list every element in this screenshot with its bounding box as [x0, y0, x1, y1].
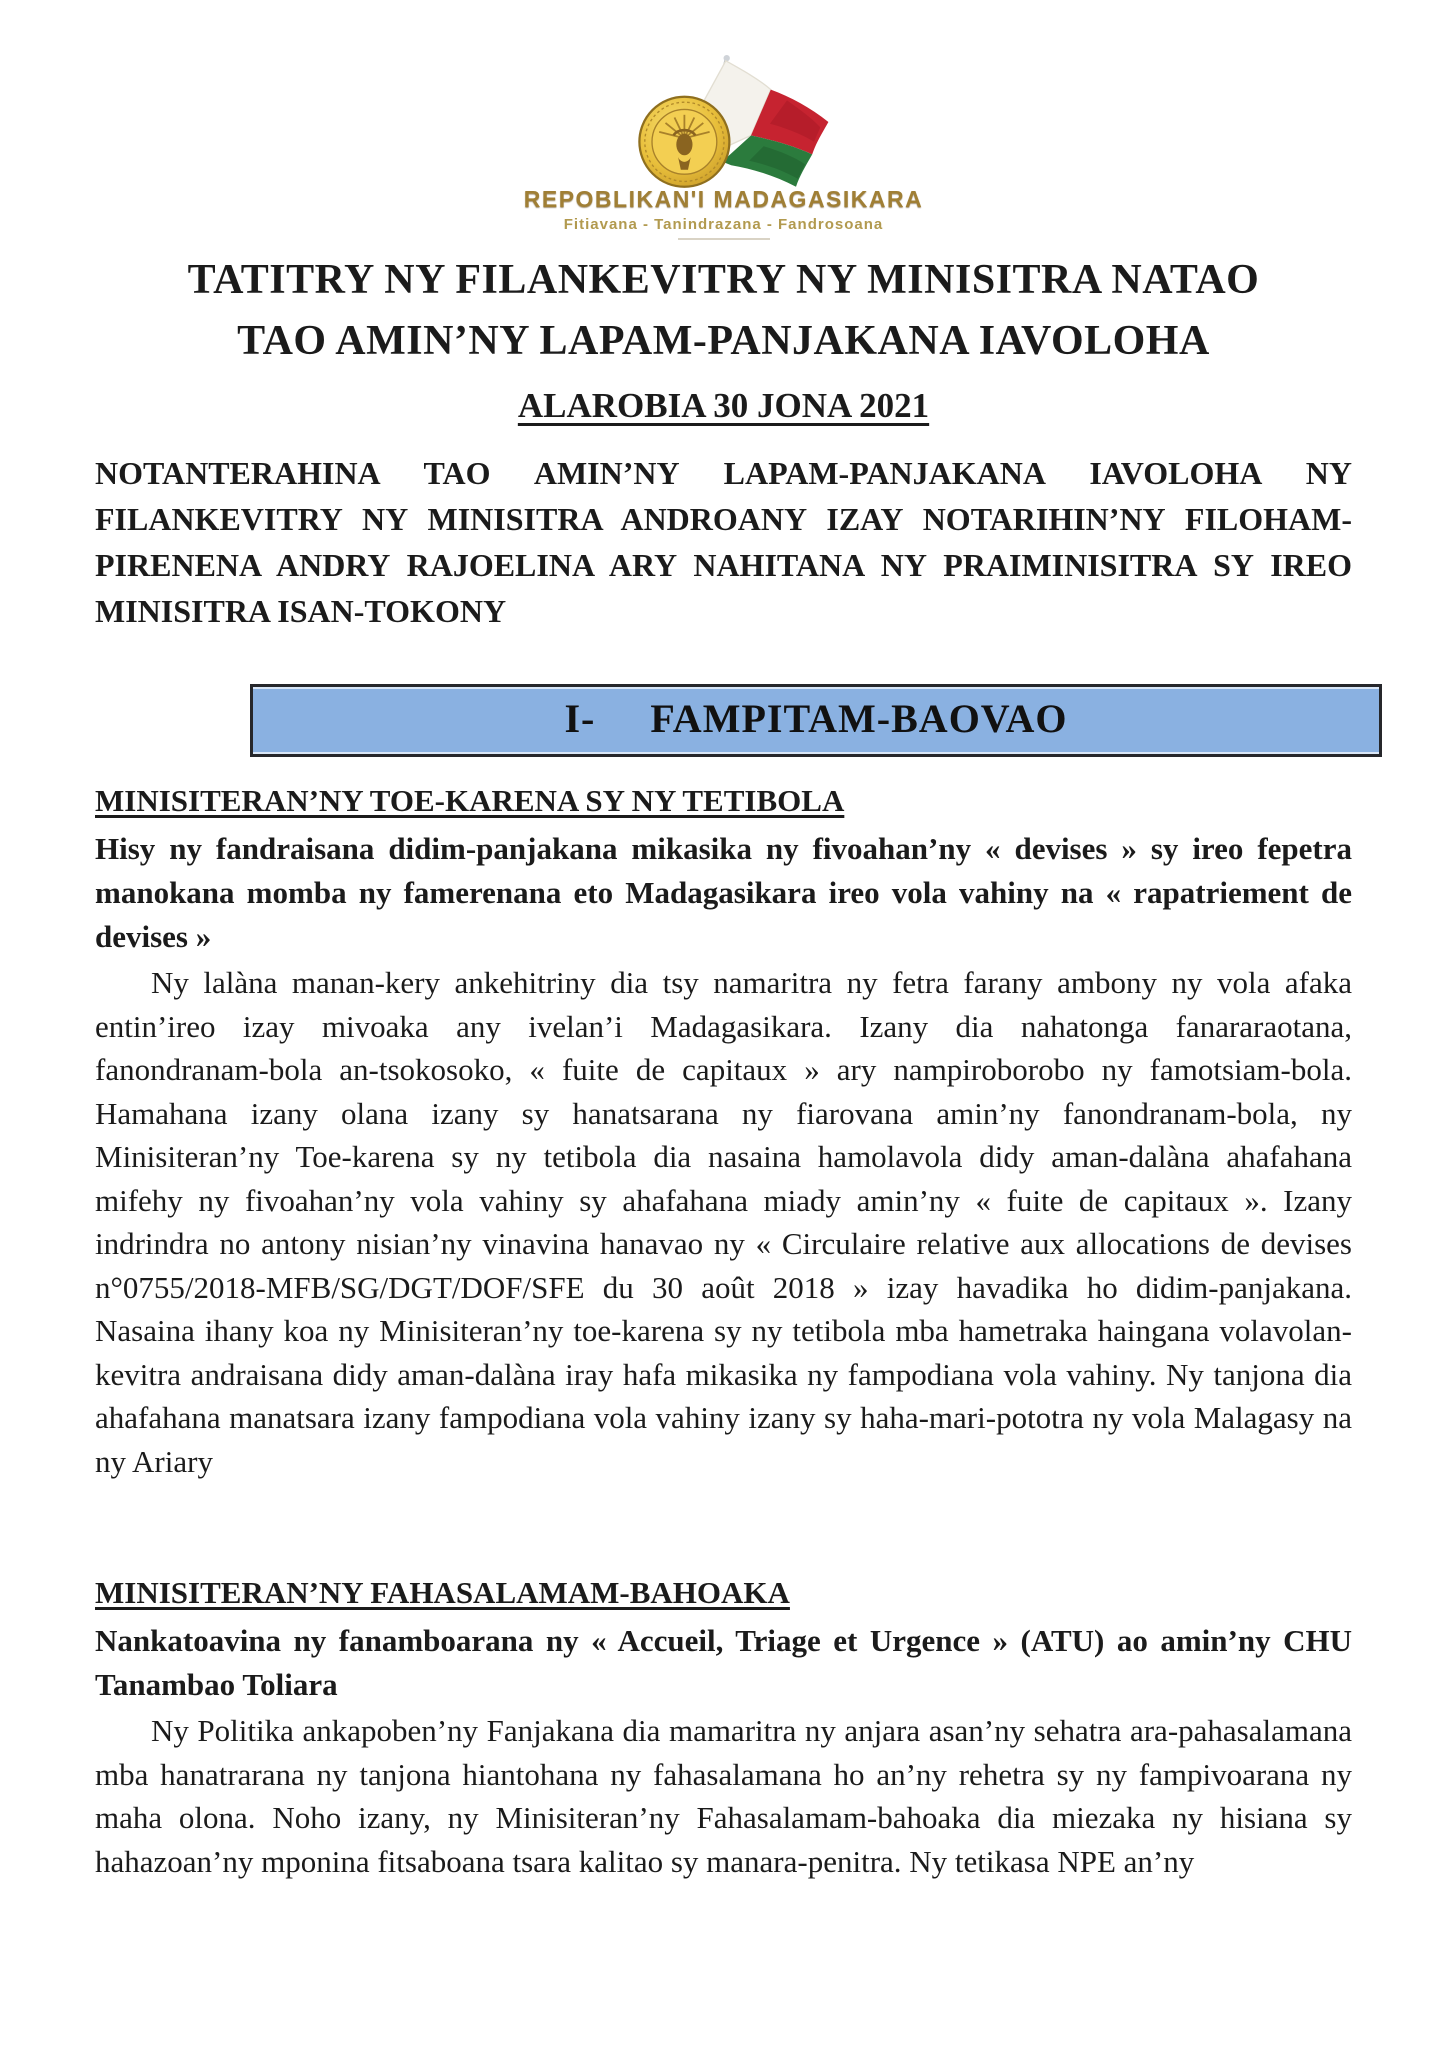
- madagascar-emblem-icon: [598, 54, 850, 190]
- title-line-1: TATITRY NY FILANKEVITRY NY MINISITRA NATAO: [187, 257, 1260, 303]
- logo-brand-text: REPOBLIKAN'I MADAGASIKARA: [523, 186, 924, 212]
- logo-motto-text: Fitiavana - Tanindrazana - Fandrosoana: [563, 216, 884, 233]
- title-line-2: TAO AMIN’NY LAPAM-PANJAKANA IAVOLOHA: [237, 318, 1210, 364]
- section-heading: MINISITERAN’NY FAHASALAMAM-BAHOAKA: [95, 1575, 790, 1610]
- banner-numeral: I-: [564, 696, 596, 741]
- section-fahasalamana: [95, 1575, 1352, 1883]
- banner-label: FAMPITAM-BAOVAO: [650, 696, 1068, 741]
- section-heading: MINISITERAN’NY TOE-KARENA SY NY TETIBOLA: [95, 783, 845, 818]
- logo-divider: [678, 238, 770, 240]
- lead-paragraph: NOTANTERAHINA TAO AMIN’NY LAPAM-PANJAKANA IAVOLOHA NY FILANKEVITRY NY MINISITRA ANDROANY IZAY NOTARIHIN’NY FILOHAM-PIRENENA ANDRY RAJOELINA ARY NAHITANA NY PRAIMINISITRA SY IREO MINISITRA ISAN-TOKONY: [95, 455, 1352, 629]
- section-toe-karena: [95, 783, 1352, 1483]
- section-banner: [250, 684, 1382, 757]
- logo: [95, 54, 1352, 240]
- section-paragraph: Ny Politika ankapoben’ny Fanjakana dia mamaritra ny anjara asan’ny sehatra ara-pahasalamana mba hanatrarana ny tanjona hiantohana ny fahasalamana ho an’ny rehetra sy ny fampivoarana ny maha olona. Noho izany, ny Minisiteran’ny Fahasalamam-bahoaka dia miezaka ny hisiana sy hahazoan’ny mponina fitsaboana tsara kalitao sy manara-penitra. Ny tetikasa NPE an’ny: [95, 1713, 1352, 1879]
- section-paragraph: Ny lalàna manan-kery ankehitriny dia tsy namaritra ny fetra farany ambony ny vola afaka entin’ireo izay mivoaka any ivelan’i Madagasikara. Izany dia nahatonga fanararaotana, fanondranam-bola an-tsokosoko, « fuite de capitaux » ary nampiroborobo ny famotsiam-bola. Hamahana izany olana izany sy hanatsarana ny fiarovana amin’ny fanondranam-bola, ny Minisiteran’ny Toe-karena sy ny tetibola dia nasaina hamolavola didy aman-dalàna ahafahana mifehy ny fivoahan’ny vola vahiny sy ahafahana miady amin’ny « fuite de capitaux ». Izany indrindra no antony nisian’ny vinavina hanavao ny « Circulaire relative aux allocations de devises n°0755/2018-MFB/SG/DGT/DOF/SFE du 30 août 2018 » izay havadika ho didim-panjakana. Nasaina ihany koa ny Minisiteran’ny toe-karena sy ny tetibola mba hametraka haingana volavolan-kevitra andraisana didy aman-dalàna iray hafa mikasika ny fampodiana vola vahiny. Ny tanjona dia ahafahana manatsara izany fampodiana vola vahiny izany sy haha-mari-pototra ny vola Malagasy na ny Ariary: [95, 965, 1352, 1479]
- section-subheading: Nankatoavina ny fanamboarana ny « Accueil, Triage et Urgence » (ATU) ao amin’ny CHU Tanambao Toliara: [95, 1623, 1352, 1702]
- section-subheading: Hisy ny fandraisana didim-panjakana mikasika ny fivoahan’ny « devises » sy ireo fepetra manokana momba ny famerenana eto Madagasikara ireo vola vahiny na « rapatriement de devises »: [95, 831, 1352, 954]
- document-title: [95, 250, 1352, 372]
- date-heading: ALAROBIA 30 JONA 2021: [517, 386, 930, 425]
